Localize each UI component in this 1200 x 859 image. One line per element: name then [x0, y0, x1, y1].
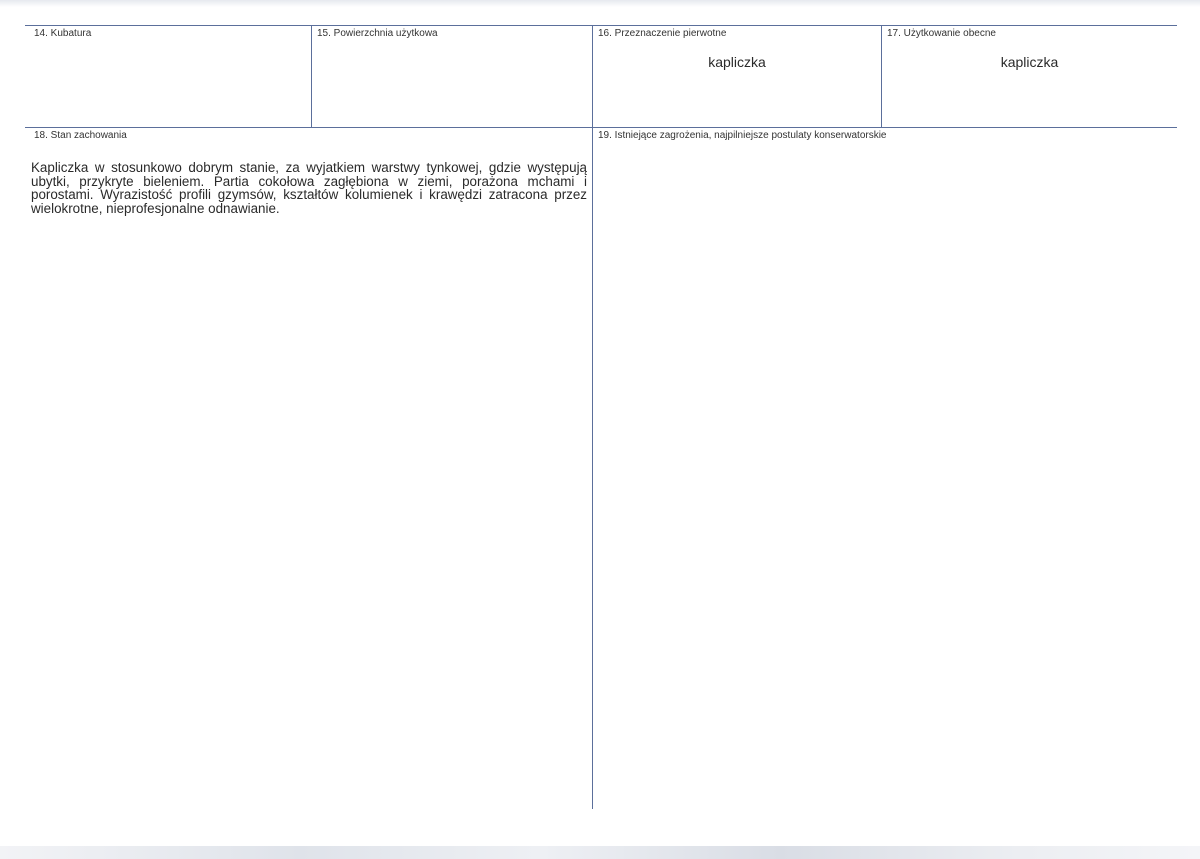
stan-zachowania-text: Kapliczka w stosunkowo dobrym stanie, za wyjatkiem warstwy tynkowej, gdzie występują ubytki, przykryte bieleniem. Partia cokołowa zagłębiona w ziemi, porażona mchami i porostami. Wyrazistość profili gzymsów, kształtów kolumienek i krawędzi zatracona przez wielokrotne, nieprofesjonalne odnawianie.: [31, 160, 587, 216]
uzytkowanie-value: kapliczka: [1000, 54, 1059, 70]
zagrozenia-label: 19. Istniejące zagrożenia, najpilniejsze postulaty konserwatorskie: [598, 130, 887, 141]
przeznaczenie-label: 16. Przeznaczenie pierwotne: [598, 28, 727, 39]
scan-bottom-edge: [0, 846, 1200, 859]
column-divider-2: [592, 25, 593, 809]
column-divider-3: [881, 25, 882, 127]
scan-top-edge: [0, 0, 1200, 7]
przeznaczenie-value: kapliczka: [708, 54, 766, 70]
uzytkowanie-label: 17. Użytkowanie obecne: [887, 28, 996, 39]
stan-zachowania-label: 18. Stan zachowania: [34, 130, 127, 141]
top-border: [25, 25, 1177, 26]
powierzchnia-label: 15. Powierzchnia użytkowa: [317, 28, 438, 39]
kubatura-label: 14. Kubatura: [34, 28, 92, 39]
row-divider: [25, 127, 1177, 128]
column-divider-1: [311, 25, 312, 127]
